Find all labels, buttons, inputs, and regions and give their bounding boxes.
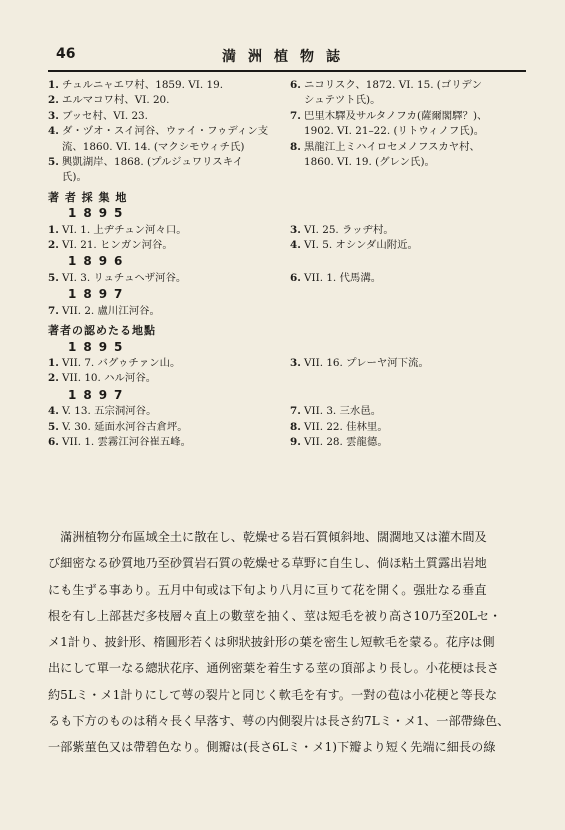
record-item: 3. VII. 16. プレーヤ河下流。 bbox=[290, 356, 429, 369]
paragraph-line: メ1計り、披針形、楕圓形若くは卵狀披針形の葉を密生し短軟毛を蒙る。花序は側 bbox=[48, 635, 495, 650]
record-item: 4. V. 13. 五宗洞河谷。 bbox=[48, 405, 157, 418]
locality-item: 3. ブッセ村、VI. 23. bbox=[48, 109, 148, 122]
page-header bbox=[48, 44, 526, 66]
locality-item: 4. ダ・ヅオ・スイ河谷、ウァイ・フゥディン支 流、1860. VI. 14. (マクシモウィチ氏) bbox=[48, 125, 269, 153]
locality-item: 6. ニコリスク、1872. VI. 15. (ゴリデン シュテツト氏)。 bbox=[290, 79, 483, 107]
record-item: 2. VII. 10. ハル河谷。 bbox=[48, 372, 157, 385]
year-heading: 1895 bbox=[68, 206, 130, 221]
record-item: 5. V. 30. 延面水河谷古倉坪。 bbox=[48, 420, 188, 433]
locality-item: 8. 黒龍江上ミハイロセメノフスカヤ村、 1860. VI. 19. (グレン氏)。 bbox=[290, 140, 480, 169]
record-item: 9. VII. 28. 雲龍德。 bbox=[290, 435, 388, 448]
record-item: 7. VII. 2. 盧川江河谷。 bbox=[48, 304, 160, 317]
record-item: 8. VII. 22. 佳林里。 bbox=[290, 420, 388, 433]
record-item: 1. VII. 7. バグゥチァン山。 bbox=[48, 356, 181, 369]
year-heading: 1896 bbox=[68, 254, 130, 269]
year-heading: 1897 bbox=[68, 287, 130, 302]
locality-item: 5. 興凱湖岸、1868. (プルジュワリスキイ 氏)。 bbox=[48, 156, 244, 184]
record-group bbox=[48, 404, 528, 450]
record-item: 6. VII. 1. 雲霧江河谷崔五峰。 bbox=[48, 435, 192, 448]
record-group bbox=[48, 271, 528, 286]
paragraph-line: 約5Lミ・メ1計りにして萼の裂片と同じく軟毛を有す。一對の苞は小花梗と等長な bbox=[48, 687, 498, 702]
record-item: 3. VI. 25. ラッヂ村。 bbox=[290, 223, 394, 236]
locality-item: 7. 巴里木驛及サルタノフカ(薩爾閣驛？)、 1902. VI. 21–22. (リトウィノフ氏)。 bbox=[290, 109, 488, 138]
paragraph-line: 出にして單一なる總狀花序、通例密葉を着生する莖の頂部より長し。小花梗は長さ bbox=[48, 661, 499, 676]
record-group bbox=[48, 356, 528, 387]
section-heading: 著 者 採 集 地 bbox=[48, 190, 128, 204]
record-item: 7. VII. 3. 三水邑。 bbox=[290, 405, 382, 418]
locality-col-left bbox=[48, 78, 286, 186]
page-number: 46 bbox=[56, 46, 76, 62]
paragraph-line: 滿洲植物分布區域全土に散在し、乾燥せる岩石質傾斜地、闊濶地又は灌木間及 bbox=[48, 530, 487, 544]
locality-records bbox=[48, 78, 528, 186]
year-heading: 1897 bbox=[68, 387, 130, 402]
section-heading: 著者の認めたる地點 bbox=[48, 324, 156, 338]
paragraph-line: るも下方のものは稍々長く早落す、萼の内側裂片は長さ約7Lミ・メ1、一部帶綠色、 bbox=[48, 714, 510, 729]
record-item: 2. VI. 21. ヒンガン河谷。 bbox=[48, 239, 173, 252]
record-item: 5. VI. 3. リュチュヘザ河谷。 bbox=[48, 271, 187, 284]
locality-item: 2. エルマコワ村、VI. 20. bbox=[48, 94, 170, 107]
header-rule bbox=[48, 70, 526, 72]
paragraph-line: 一部紫菫色又は帶碧色なり。側瓣は(長さ6Lミ・メ1)下瓣より短く先端に細長の綠 bbox=[48, 740, 496, 755]
paragraph-line: 根を有し上部甚だ多枝層々直上の數莖を抽く、莖は短毛を被り高さ10乃至20Lセ・ bbox=[48, 608, 502, 623]
record-group bbox=[48, 223, 528, 254]
locality-item: 1. チュルニャエワ村、1859. VI. 19. bbox=[48, 79, 223, 91]
running-title: 満洲植物誌 bbox=[222, 49, 352, 65]
year-heading: 1895 bbox=[68, 339, 130, 354]
locality-col-right bbox=[290, 78, 528, 186]
record-group bbox=[48, 304, 528, 319]
record-item: 4. VI. 5. オシンダ山附近。 bbox=[290, 239, 418, 252]
main-content bbox=[48, 78, 528, 450]
paragraph-line: び細密なる砂質地乃至砂質岩石質の乾燥せる草野に自生し、倘ほ粘土質露出岩地 bbox=[48, 556, 487, 571]
description-paragraph bbox=[48, 524, 528, 761]
record-item: 1. VI. 1. 上ヂチュン河々口。 bbox=[48, 223, 187, 236]
paragraph-line: にも生ずる事あり。五月中旬或は下旬より八月に亘りて花を開く。强壯なる垂直 bbox=[48, 582, 487, 597]
record-item: 6. VII. 1. 代馬溝。 bbox=[290, 271, 382, 284]
